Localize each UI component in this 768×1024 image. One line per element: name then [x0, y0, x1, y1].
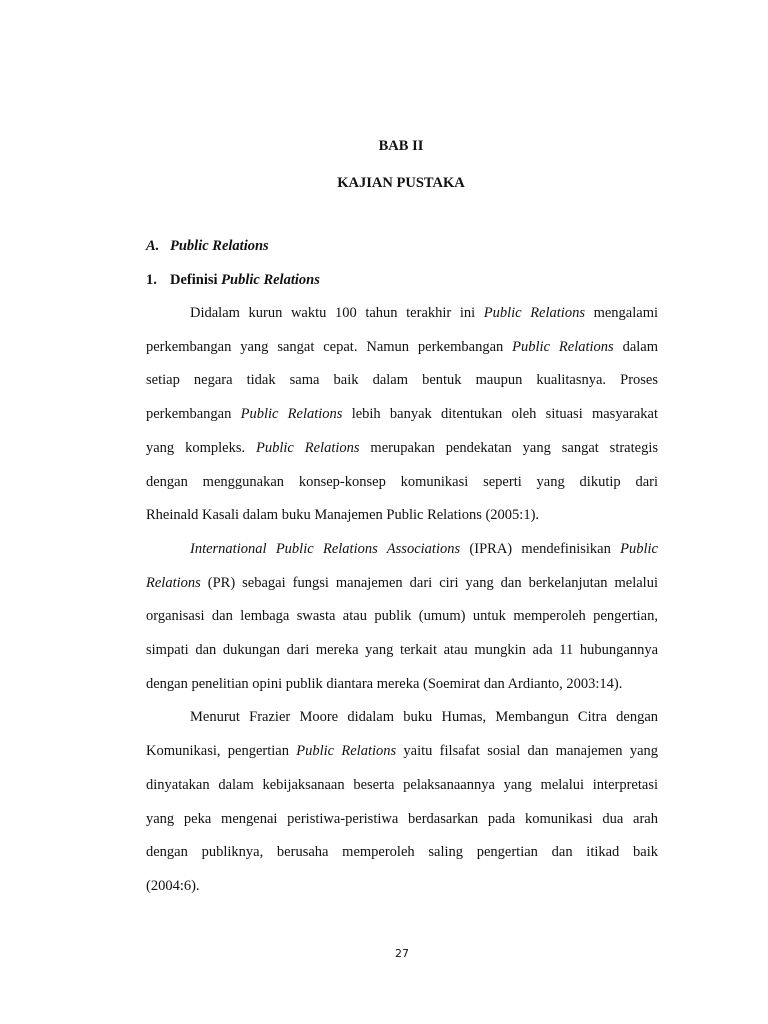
paragraph-line	[146, 608, 658, 625]
paragraph-line	[146, 575, 658, 592]
paragraph-line	[146, 440, 658, 457]
paragraph-line	[146, 777, 658, 794]
subsection-marker: 1.	[146, 272, 157, 288]
chapter-number: BAB II	[378, 138, 424, 154]
italic-term: Public Relations	[240, 406, 343, 423]
chapter-title: KAJIAN PUSTAKA	[337, 175, 465, 191]
text-run: merupakan pendekatan yang sangat strategis	[359, 439, 659, 456]
text-run: Didalam kurun waktu 100 tahun terakhir ini	[190, 305, 484, 321]
text-run: yang kompleks.	[146, 439, 256, 456]
section-marker: A.	[146, 238, 160, 254]
text-run: perkembangan	[146, 406, 241, 423]
italic-term: International Public Relations Associations	[190, 540, 461, 557]
text-run: (IPRA) mendefinisikan	[460, 540, 621, 557]
text-run: dengan publiknya, berusaha memperoleh saling pengertian dan itikad baik	[146, 844, 658, 861]
text-run: yaitu filsafat sosial dan manajemen yang	[396, 743, 659, 760]
subsection-title: Public Relations	[221, 272, 320, 288]
text-run: setiap negara tidak sama baik dalam bentuk maupun kualitasnya. Proses	[146, 372, 658, 389]
text-run: (2004:6).	[146, 877, 200, 894]
paragraph-line	[146, 676, 658, 693]
text-run: dengan menggunakan konsep-konsep komunikasi seperti yang dikutip dari	[146, 473, 658, 490]
section-heading	[146, 238, 269, 255]
text-run: (PR) sebagai fungsi manajemen dari ciri yang dan berkelanjutan melalui	[200, 574, 658, 591]
subsection-label: Definisi	[170, 272, 218, 288]
text-run: mengalami	[584, 305, 659, 321]
paragraph-line	[146, 811, 658, 828]
text-run: dengan penelitian opini publik diantara mereka (Soemirat dan Ardianto, 2003:14).	[146, 675, 623, 692]
paragraph-line	[146, 372, 658, 389]
text-run: simpati dan dukungan dari mereka yang terkait atau mungkin ada 11 hubungannya	[146, 642, 658, 658]
paragraph-line	[146, 507, 658, 524]
paragraph-line	[146, 878, 658, 895]
italic-term: Public Relations	[256, 439, 360, 456]
text-run: lebih banyak ditentukan oleh situasi masyarakat	[342, 406, 658, 423]
paragraph-line	[146, 474, 658, 491]
paragraph-line	[190, 709, 658, 726]
italic-term: Relations	[146, 574, 201, 591]
text-run: dinyatakan dalam kebijaksanaan beserta pelaksanaannya yang melalui interpretasi	[146, 776, 658, 793]
page-number: 27	[395, 947, 409, 960]
paragraph-line	[190, 541, 658, 558]
text-run: Rheinald Kasali dalam buku Manajemen Public Relations (2005:1).	[146, 507, 540, 524]
text-run: perkembangan yang sangat cepat. Namun perkembangan	[146, 338, 513, 355]
paragraph-line	[146, 339, 658, 356]
italic-term: Public Relations	[296, 743, 397, 760]
paragraph-line	[146, 642, 658, 659]
subsection-heading	[146, 272, 320, 289]
section-title: Public Relations	[170, 238, 269, 254]
italic-term: Public Relations	[483, 305, 585, 321]
paragraph-line	[190, 305, 658, 322]
italic-term: Public	[620, 540, 658, 557]
italic-term: Public Relations	[512, 338, 614, 355]
text-run: dalam	[613, 338, 659, 355]
text-run: yang peka mengenai peristiwa-peristiwa berdasarkan pada komunikasi dua arah	[146, 810, 658, 827]
paragraph-line	[146, 743, 658, 760]
text-run: Komunikasi, pengertian	[146, 743, 297, 760]
text-run: Menurut Frazier Moore didalam buku Humas, Membangun Citra dengan	[190, 709, 658, 726]
text-run: organisasi dan lembaga swasta atau publik (umum) untuk memperoleh pengertian,	[146, 608, 658, 625]
paragraph-line	[146, 406, 658, 423]
paragraph-line	[146, 844, 658, 861]
